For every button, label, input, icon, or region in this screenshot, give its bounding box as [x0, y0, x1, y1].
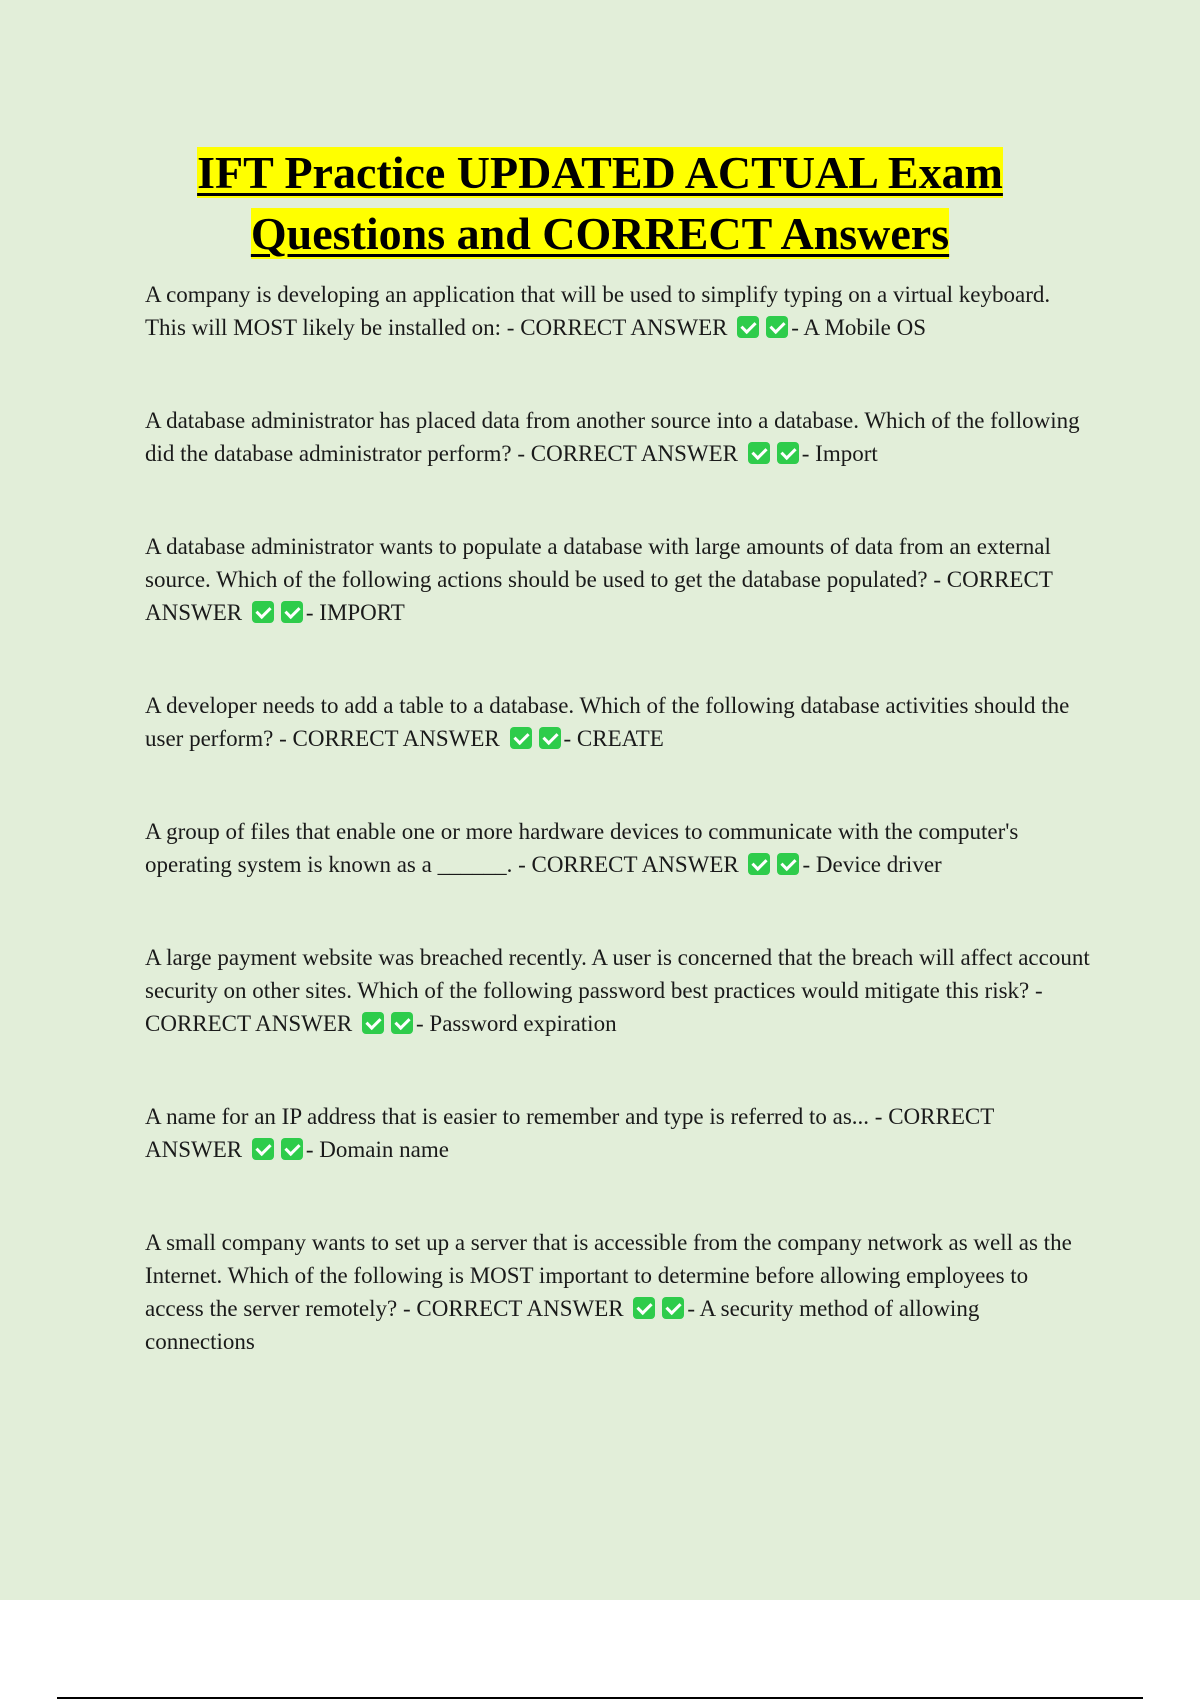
check-mark-icon [633, 1297, 655, 1319]
check-mark-icon [510, 727, 532, 749]
question-text: A name for an IP address that is easier to remember and type is referred to as... - CORRECT ANSWER [145, 1104, 994, 1162]
check-mark-icon [777, 442, 799, 464]
answer-text: - A Mobile OS [791, 315, 927, 340]
question-text: A small company wants to set up a server that is accessible from the company network as well as the Internet. Which of the following is MOST important to determine before allowing employees to access the server remotely? - CORRECT ANSWER [145, 1230, 1072, 1321]
qa-item [145, 530, 1090, 629]
qa-item [145, 815, 1090, 881]
answer-text: - CREATE [563, 726, 664, 751]
qa-item [145, 941, 1090, 1040]
question-text: A company is developing an application that will be used to simplify typing on a virtual keyboard. This will MOST likely be installed on: - CORRECT ANSWER [145, 282, 1051, 340]
footer-divider [57, 1697, 1143, 1699]
document-title [100, 142, 1100, 264]
question-text: A developer needs to add a table to a database. Which of the following database activities should the user perform? - CORRECT ANSWER [145, 693, 1070, 751]
check-mark-icon [748, 853, 770, 875]
check-mark-icon [766, 316, 788, 338]
check-mark-icon [362, 1012, 384, 1034]
answer-text: - Password expiration [416, 1011, 617, 1036]
title-line-2: Questions and CORRECT Answers [250, 208, 950, 259]
check-mark-icon [281, 601, 303, 623]
answer-text: - Domain name [305, 1137, 449, 1162]
check-mark-icon [777, 853, 799, 875]
answer-text: - IMPORT [305, 600, 405, 625]
check-mark-icon [252, 601, 274, 623]
qa-item [145, 278, 1090, 344]
title-line-1: IFT Practice UPDATED ACTUAL Exam [197, 147, 1003, 198]
question-text: A large payment website was breached recently. A user is concerned that the breach will affect account security on other sites. Which of the following password best practices would mitigate this risk? - CORRECT ANSWER [145, 945, 1090, 1036]
check-mark-icon [281, 1138, 303, 1160]
check-mark-icon [737, 316, 759, 338]
answer-text: - A security method of allowing connections [145, 1296, 980, 1354]
question-text: A group of files that enable one or more hardware devices to communicate with the computer's operating system is known as a ______. - CORRECT ANSWER [145, 819, 1019, 877]
check-mark-icon [252, 1138, 274, 1160]
qa-list [145, 278, 1090, 1358]
answer-text: - Import [801, 441, 878, 466]
answer-text: - Device driver [802, 852, 942, 877]
question-text: A database administrator wants to populate a database with large amounts of data from an external source. Which of the following actions should be used to get the database populated? - CORRECT ANSWER [145, 534, 1053, 625]
question-text: A database administrator has placed data from another source into a database. Which of the following did the database administrator perform? - CORRECT ANSWER [145, 408, 1080, 466]
qa-item [145, 689, 1090, 755]
qa-item [145, 1100, 1090, 1166]
check-mark-icon [662, 1297, 684, 1319]
check-mark-icon [539, 727, 561, 749]
check-mark-icon [391, 1012, 413, 1034]
check-mark-icon [748, 442, 770, 464]
qa-item [145, 1226, 1090, 1358]
qa-item [145, 404, 1090, 470]
